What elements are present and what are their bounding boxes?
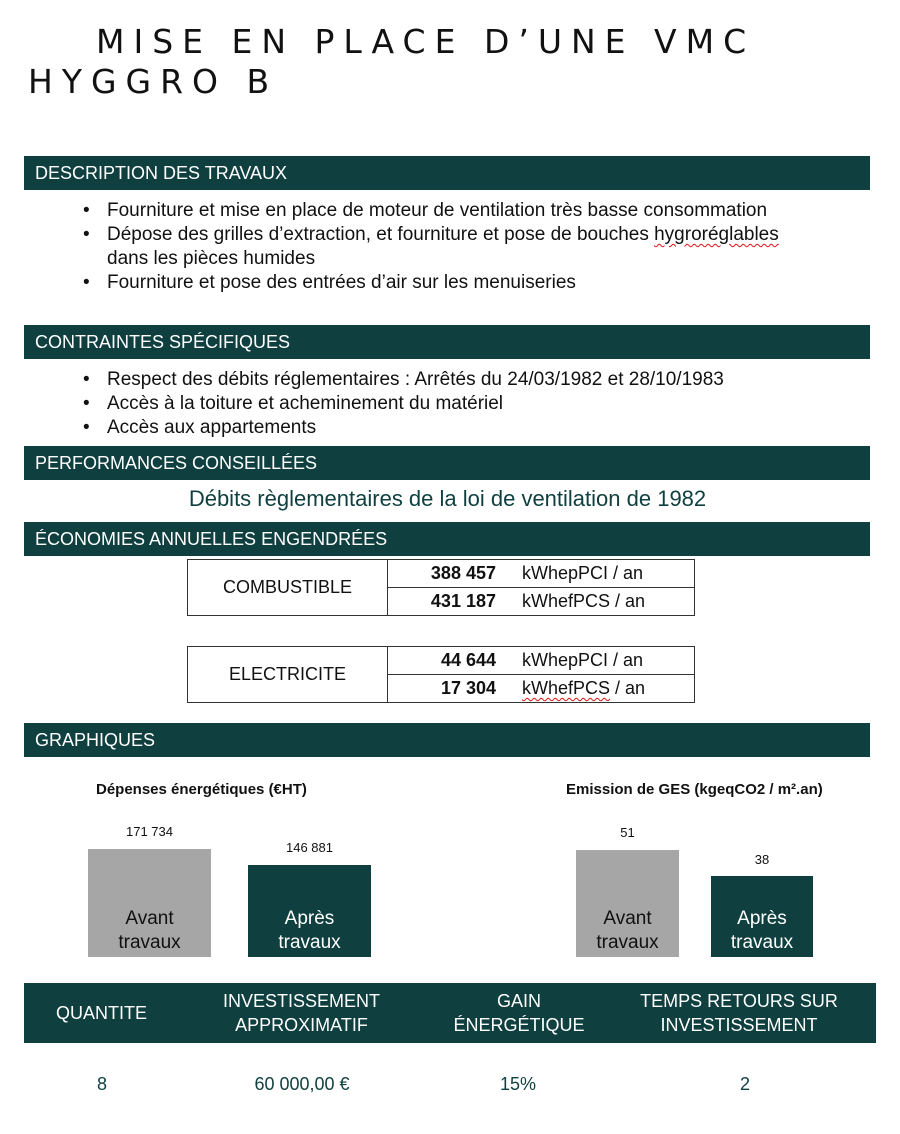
- summary-header: [24, 983, 876, 1043]
- bar-category-label: travaux: [596, 932, 659, 953]
- bar-value-label: 38: [754, 852, 770, 867]
- bar-apres-ges: [711, 876, 813, 957]
- misspelled-word: hygroréglables: [654, 224, 779, 245]
- bar-category-label: travaux: [730, 932, 794, 953]
- energy-unit: kWhepPCI / an: [496, 647, 695, 675]
- list-item: • Accès à la toiture et acheminement du matériel: [83, 392, 783, 416]
- list-item: • Fourniture et pose des entrées d’air sur les menuiseries: [83, 271, 783, 295]
- section-header-economies: ÉCONOMIES ANNUELLES ENGENDRÉES: [24, 522, 870, 556]
- bar-category-label: Avant: [125, 908, 174, 929]
- summary-header-investissement: INVESTISSEMENT APPROXIMATIF: [222, 991, 381, 1035]
- chart-title-ges: Emission de GES (kgeqCO2 / m².an): [566, 781, 823, 798]
- bar-category-label: Après: [737, 908, 787, 929]
- bar-avant-depenses: [88, 849, 211, 957]
- summary-value-quantite: 8: [96, 1074, 107, 1094]
- list-item: • Respect des débits réglementaires : Arrêtés du 24/03/1982 et 28/10/1983: [83, 368, 783, 392]
- section-header-graphiques: GRAPHIQUES: [24, 723, 870, 757]
- page-title-line1: MISE EN PLACE D’UNE VMC: [96, 22, 756, 61]
- energy-value: 17 304: [388, 675, 497, 703]
- section-header-performances: PERFORMANCES CONSEILLÉES: [24, 446, 870, 480]
- list-item: • Fourniture et mise en place de moteur de ventilation très basse consommation: [83, 199, 783, 223]
- summary-value-investissement: 60 000,00 €: [254, 1074, 350, 1094]
- energy-value: 431 187: [388, 588, 497, 616]
- page-title-line2: HYGGRO B: [28, 62, 279, 101]
- energy-unit: kWhefPCS / an: [496, 588, 695, 616]
- bar-apres-depenses: [248, 865, 371, 957]
- economies-table-combustible: [187, 559, 695, 616]
- economies-table-electricite: [187, 646, 695, 703]
- bar-value-label: 146 881: [286, 840, 333, 855]
- energy-type-label: ELECTRICITE: [188, 647, 388, 703]
- section-header-description: DESCRIPTION DES TRAVAUX: [24, 156, 870, 190]
- summary-value-gain: 15%: [499, 1074, 537, 1094]
- bar-value-label: 171 734: [126, 824, 173, 839]
- list-item: • Accès aux appartements: [83, 416, 783, 440]
- chart-title-depenses: Dépenses énergétiques (€HT): [96, 781, 307, 798]
- contraintes-list: [83, 368, 783, 440]
- bar-category-label: Avant: [603, 908, 652, 929]
- summary-header-quantite: QUANTITE: [55, 1003, 147, 1023]
- energy-value: 44 644: [388, 647, 497, 675]
- bar-value-label: 51: [620, 825, 635, 840]
- summary-header-gain: GAIN ÉNERGÉTIQUE: [453, 991, 585, 1035]
- bar-avant-ges: [576, 850, 679, 957]
- summary-header-temps: TEMPS RETOURS SUR INVESTISSEMENT: [640, 991, 838, 1035]
- list-item: • Dépose des grilles d’extraction, et fourniture et pose de bouches hygroréglables dans les pièces humides: [83, 223, 783, 271]
- section-header-contraintes: CONTRAINTES SPÉCIFIQUES: [24, 325, 870, 359]
- energy-value: 388 457: [388, 560, 497, 588]
- energy-type-label: COMBUSTIBLE: [188, 560, 388, 616]
- energy-unit: kWhefPCS / an: [496, 675, 695, 703]
- description-list: [83, 199, 783, 295]
- bar-category-label: travaux: [278, 932, 341, 953]
- performances-text: Débits règlementaires de la loi de ventilation de 1982: [188, 486, 707, 511]
- bar-category-label: travaux: [118, 932, 181, 953]
- bar-category-label: Après: [284, 908, 335, 929]
- energy-unit: kWhepPCI / an: [496, 560, 695, 588]
- summary-value-temps: 2: [739, 1074, 750, 1094]
